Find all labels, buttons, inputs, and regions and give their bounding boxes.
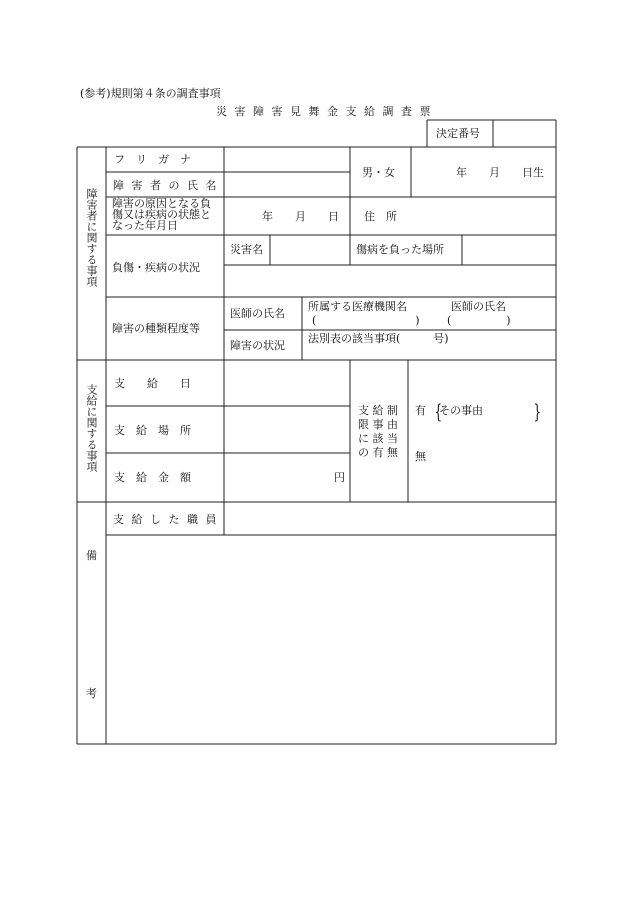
right-brace-icon: } [533, 399, 542, 423]
doctor-name-label-2: 医師の氏名 [451, 300, 506, 313]
reference-note: (参考)規則第４条の調査事項 [80, 87, 221, 100]
staff-field[interactable] [225, 503, 554, 534]
doctor-name-label: 医師の氏名 [230, 307, 285, 320]
yen-label: 円 [334, 471, 345, 484]
payment-amount-label: 支 給 金 額 [114, 471, 191, 484]
institution-label: 所属する医療機関名 [308, 300, 407, 313]
furigana-field[interactable] [225, 148, 349, 171]
address-label: 住 所 [364, 210, 397, 223]
cause-date-label-3: なった年月日 [112, 219, 178, 232]
restriction-reason-field[interactable] [440, 418, 530, 432]
birth-date-field[interactable]: 年 月 日生 [456, 166, 544, 179]
payment-date-field[interactable] [225, 361, 349, 405]
gender-select[interactable]: 男・女 [362, 166, 395, 179]
decision-number-field[interactable] [494, 121, 554, 145]
cause-date-field[interactable]: 年 月 日 [262, 210, 339, 223]
remarks-field[interactable] [107, 536, 554, 743]
restriction-label-2: 限 事 由 [358, 418, 398, 431]
decision-number-label: 決定番号 [436, 127, 480, 140]
injury-place-field[interactable] [463, 236, 554, 264]
form-title: 災 害 障 害 見 舞 金 支 給 調 査 票 [216, 105, 433, 118]
section-label-payment: 支給に関する事項 [85, 384, 98, 472]
remarks-label-top: 備 [86, 549, 97, 562]
appendix-item-field[interactable]: 法別表の該当事項( 号) [308, 332, 449, 345]
cause-date-label-2: 傷又は疾病の状態と [112, 208, 211, 221]
payment-amount-field[interactable] [225, 454, 329, 501]
disabled-name-field[interactable] [225, 173, 349, 196]
left-brace-icon: { [434, 399, 443, 423]
injury-place-label: 傷病を負った場所 [356, 243, 444, 256]
severity-label: 障害の種類程度等 [112, 322, 200, 335]
address-field[interactable] [412, 198, 554, 234]
payment-date-label: 支 給 日 [114, 377, 191, 390]
restriction-reason-label: その事由 [439, 404, 483, 417]
furigana-label: フ リ ガ ナ [114, 153, 191, 166]
institution-field[interactable]: ( ) [312, 314, 420, 327]
remarks-label-bottom: 考 [86, 687, 97, 700]
restriction-no-option[interactable]: 無 [415, 450, 426, 463]
payment-place-field[interactable] [225, 407, 349, 452]
disabled-name-label: 障 害 者 の 氏 名 [113, 179, 219, 192]
injury-status-field[interactable] [225, 266, 554, 296]
restriction-yes-option[interactable]: 有 [415, 404, 426, 417]
cause-date-label-1: 障害の原因となる負 [112, 197, 211, 210]
restriction-label-4: の 有 無 [358, 446, 398, 459]
staff-label: 支 給 し た 職 員 [113, 513, 219, 526]
disaster-name-label: 災害名 [230, 243, 263, 256]
payment-place-label: 支 給 場 所 [114, 424, 191, 437]
disaster-name-field[interactable] [271, 236, 349, 264]
section-label-disabled: 障害者に関する事項 [85, 188, 98, 287]
injury-status-label: 負傷・疾病の状況 [112, 261, 200, 274]
restriction-label-1: 支 給 制 [358, 404, 398, 417]
restriction-label-3: に 該 当 [358, 432, 398, 445]
disability-status-label: 障害の状況 [230, 339, 285, 352]
doctor-name-field[interactable]: ( ) [447, 314, 511, 327]
